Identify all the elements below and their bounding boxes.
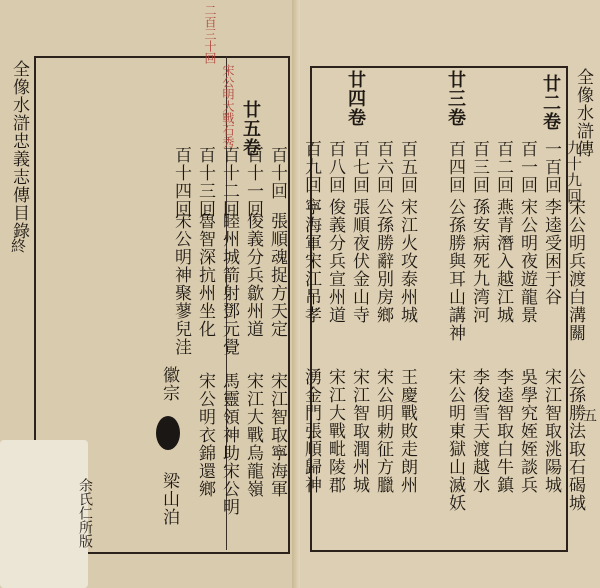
chapter-number: 百六回 — [373, 140, 393, 194]
chapter-tail: 宋江智取寧海軍 — [267, 372, 287, 498]
chapter-title: 宋公明神聚蓼兒洼 — [171, 212, 191, 356]
right-page — [300, 0, 600, 588]
chapter-tail: 馬靈領神助宋公明 — [219, 372, 239, 516]
chapter-tail: 王慶戰敗走朗州 — [397, 368, 417, 494]
chapter-title: 公孫勝辭別房鄉 — [373, 198, 393, 324]
chapter-number: 百九回 — [301, 140, 321, 194]
chapter-number: 百四回 — [445, 140, 465, 194]
chapter-tail: 李俊雪天渡越水 — [469, 368, 489, 494]
chapter-tail: 吳學究姪姪談兵 — [517, 368, 537, 494]
volume-label: 廿三卷 — [445, 70, 466, 127]
chapter-tail: 公孫勝法取石碣城 — [565, 368, 585, 512]
chapter-number: 百二回 — [493, 140, 513, 194]
left-page-header: 全像水滸忠義志傳目錄 — [9, 60, 29, 240]
chapter-number: 百十二回 — [219, 146, 239, 218]
volume-label: 廿四卷 — [345, 70, 366, 127]
end-mark: 終 — [9, 238, 27, 254]
chapter-title: 張順魂捉方天定 — [267, 212, 287, 338]
chapter-title: 張順夜伏金山寺 — [349, 198, 369, 324]
volume-label: 廿二卷 — [540, 74, 561, 131]
chapter-title: 李逵受困于谷 — [541, 198, 561, 306]
red-annotation-2: 宋公明大戰石秀 — [221, 64, 235, 148]
chapter-number: 百三回 — [469, 140, 489, 194]
chapter-title: 俊義分兵歙州道 — [243, 212, 263, 338]
chapter-title: 燕青潛入越江城 — [493, 198, 513, 324]
chapter-number: 百七回 — [349, 140, 369, 194]
volume-label: 廿五卷 — [240, 100, 261, 157]
chapter-number: 百十一回 — [243, 146, 263, 218]
chapter-title: 宋公明夜遊龍景 — [517, 198, 537, 324]
right-page-header: 全像水滸傳 — [573, 68, 593, 158]
chapter-title: 魯智深抗州坐化 — [195, 212, 215, 338]
chapter-number: 百十回 — [267, 146, 287, 200]
chapter-title: 寧海軍宋江吊孝 — [301, 198, 321, 324]
chapter-title: 睦州城箭射鄧元覺 — [219, 212, 239, 356]
chapter-tail: 宋江智取潤州城 — [349, 368, 369, 494]
chapter-tail: 宋公明東獄山滅妖 — [445, 368, 465, 512]
chapter-title: 俊義分兵宣州道 — [325, 198, 345, 324]
chapter-tail: 宋江大戰毗陵郡 — [325, 368, 345, 494]
chapter-number: 一百回 — [541, 140, 561, 194]
chapter-title: 公孫勝與耳山講神 — [445, 198, 465, 342]
chapter-tail: 梁山泊 — [159, 472, 179, 526]
chapter-tail: 李逵智取白牛鎮 — [493, 368, 513, 494]
chapter-tail: 宋公明衣錦還鄉 — [195, 372, 215, 498]
chapter-title: 宋江火攻泰州城 — [397, 198, 417, 324]
chapter-tail: 宋公明勅征方臘 — [373, 368, 393, 494]
chapter-number: 百八回 — [325, 140, 345, 194]
ink-seal — [156, 416, 180, 450]
red-annotation: 二百三十回 — [203, 4, 217, 64]
page-number: 五 — [581, 408, 597, 422]
chapter-number: 九十九回 — [565, 140, 583, 204]
chapter-number: 百一回 — [517, 140, 537, 194]
chapter-title: 孫安病死九湾河 — [469, 198, 489, 324]
chapter-tail: 宋江大戰烏龍嶺 — [243, 372, 263, 498]
publisher-mark: 余氏仁所版 — [77, 478, 93, 548]
chapter-title: 宋公明兵渡白溝關 — [565, 198, 585, 342]
chapter-tail: 湧金門張順歸神 — [301, 368, 321, 494]
chapter-number: 百十三回 — [195, 146, 215, 218]
paper-repair-patch — [0, 440, 88, 588]
chapter-number: 百五回 — [397, 140, 417, 194]
chapter-tail: 宋江智取洮陽城 — [541, 368, 561, 494]
chapter-tail: 徽宗 — [159, 366, 179, 402]
chapter-number: 百十四回 — [171, 146, 191, 218]
